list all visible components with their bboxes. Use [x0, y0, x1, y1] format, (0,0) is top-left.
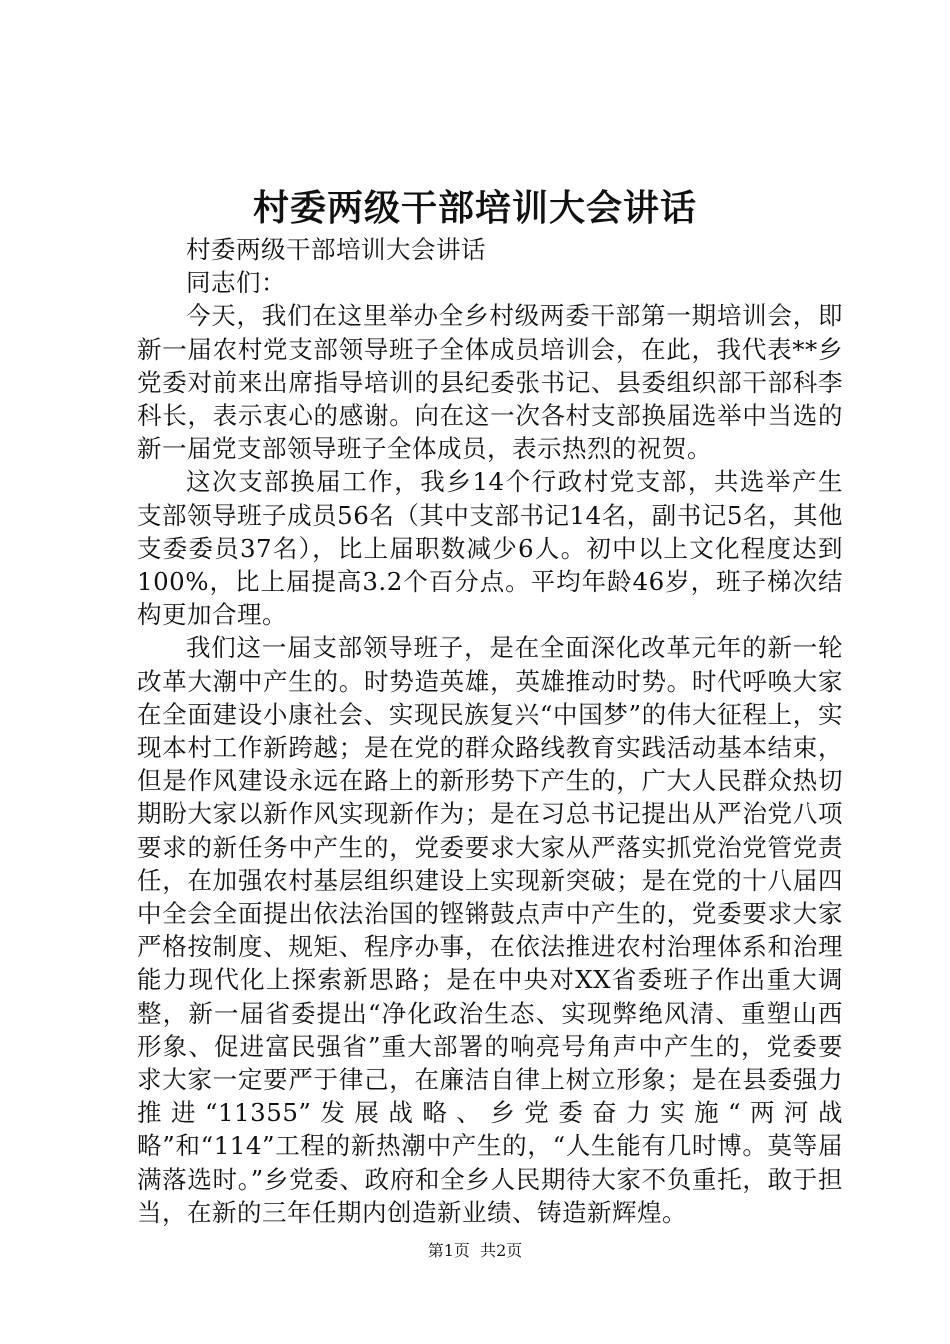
- subtitle-paragraph: 村委两级干部培训大会讲话: [186, 235, 486, 264]
- body-paragraph: 我们这一届支部领导班子，是在全面深化改革元年的新一轮改革大潮中产生的。时势造英雄，英雄推动时势。时代呼唤大家在全面建设小康社会、实现民族复兴“中国梦”的伟大征程上，实现本村工作新跨越；是在党的群众路线教育实践活动基本结束，但是作风建设永远在路上的新形势下产生的，广大人民群众热切期盼大家以新作风实现新作为；是在习总书记提出从严治党八项要求的新任务中产生的，党委要求大家从严落实抓党治党管党责任，在加强农村基层组织建设上实现新突破；是在党的十八届四中全会全面提出依法治国的铿锵鼓点声中产生的，党委要求大家严格按制度、规矩、程序办事，在依法推进农村治理体系和治理能力现代化上探索新思路；是在中央对XX省委班子作出重大调整，新一届省委提出“净化政治生态、实现弊绝风清、重塑山西形象、促进富民强省”重大部署的响亮号角声中产生的，党委要求大家一定要严于律己，在廉洁自律上树立形象；是在县委强力推进“11355”发展战略、乡党委奋力实施“两河战略”和“114”工程的新热潮中产生的，“人生能有几时博。莫等届满落选时。”乡党委、政府和全乡人民期待大家不负重托，敢于担当，在新的三年任期内创造新业绩、铸造新辉煌。: [137, 633, 843, 1227]
- page-footer: [0, 1240, 950, 1262]
- body-paragraph: 今天，我们在这里举办全乡村级两委干部第一期培训会，即新一届农村党支部领导班子全体成员培训会，在此，我代表**乡党委对前来出席指导培训的县纪委张书记、县委组织部干部科李科长，表示衷心的感谢。向在这一次各村支部换届选举中当选的新一届党支部领导班子全体成员，表示热烈的祝贺。: [137, 301, 843, 464]
- document-title: 村委两级干部培训大会讲话: [252, 187, 697, 229]
- page-number: 第1页: [427, 1241, 470, 1260]
- salutation-paragraph: 同志们：: [186, 268, 286, 298]
- document-body: [137, 233, 843, 1229]
- body-paragraph: 这次支部换届工作，我乡14个行政村党支部，共选举产生支部领导班子成员56名（其中支部书记14名，副书记5名，其他支委委员37名），比上届职数减少6人。初中以上文化程度达到100%，比上届提高3.2个百分点。平均年龄46岁，班子梯次结构更加合理。: [137, 467, 843, 630]
- page-total: 共2页: [480, 1241, 523, 1260]
- footer-gap: [470, 1241, 480, 1260]
